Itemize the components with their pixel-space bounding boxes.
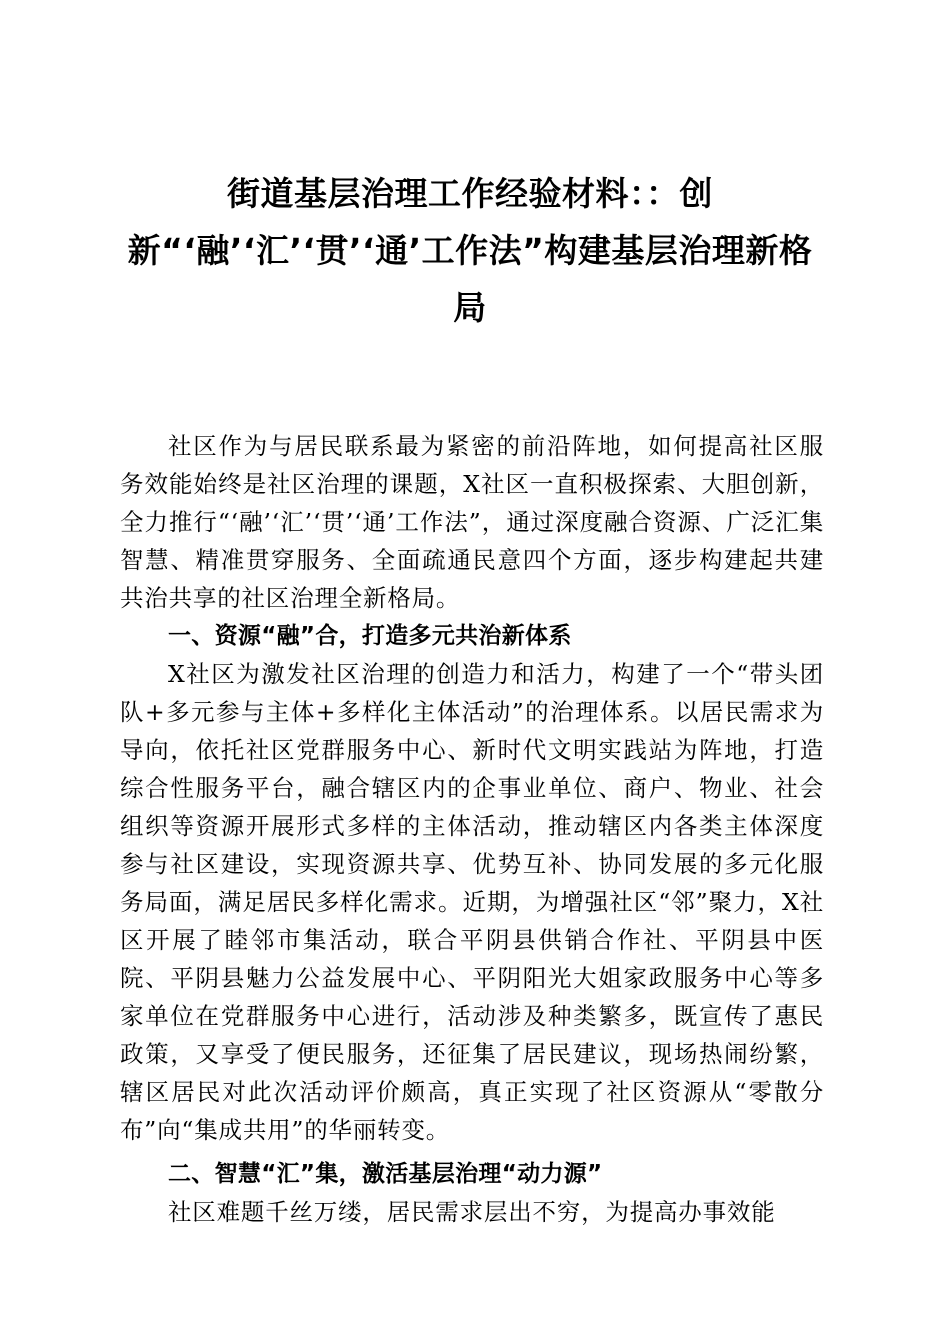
section-heading-2: 二、智慧“汇”集，激活基层治理“动力源”	[168, 1161, 603, 1187]
document-title: 街道基层治理工作经验材料：：创新“‘融’‘汇’‘贯’‘通’工作法”构建基层治理新格局	[127, 174, 813, 327]
intro-paragraph: 社区作为与居民联系最为紧密的前沿阵地，如何提高社区服务效能始终是社区治理的课题，X社区一直积极探索、大胆创新，全力推行“‘融’‘汇’‘贯’‘通’工作法”，通过深度融合资源、广泛汇集智慧、精准贯穿服务、全面疏通民意四个方面，逐步构建起共建共治共享的社区治理全新格局。	[120, 432, 824, 612]
section-2-paragraph: 社区难题千丝万缕，居民需求层出不穷，为提高办事效能	[168, 1198, 776, 1226]
section-1-paragraph: X社区为激发社区治理的创造力和活力，构建了一个“带头团队+多元参与主体+多样化主体活动”的治理体系。以居民需求为导向，依托社区党群服务中心、新时代文明实践站为阵地，打造综合性服务平台，融合辖区内的企事业单位、商户、物业、社会组织等资源开展形式多样的主体活动，推动辖区内各类主体深度参与社区建设，实现资源共享、优势互补、协同发展的多元化服务局面，满足居民多样化需求。近期，为增强社区“邻”聚力，X社区开展了睦邻市集活动，联合平阴县供销合作社、平阴县中医院、平阴县魅力公益发展中心、平阴阳光大姐家政服务中心等多家单位在党群服务中心进行，活动涉及种类繁多，既宣传了惠民政策，又享受了便民服务，还征集了居民建议，现场热闹纷繁，辖区居民对此次活动评价颇高，真正实现了社区资源从“零散分布”向“集成共用”的华丽转变。	[120, 660, 824, 1144]
section-heading-1: 一、资源“融”合，打造多元共治新体系	[168, 623, 572, 649]
document-body	[120, 427, 824, 1231]
